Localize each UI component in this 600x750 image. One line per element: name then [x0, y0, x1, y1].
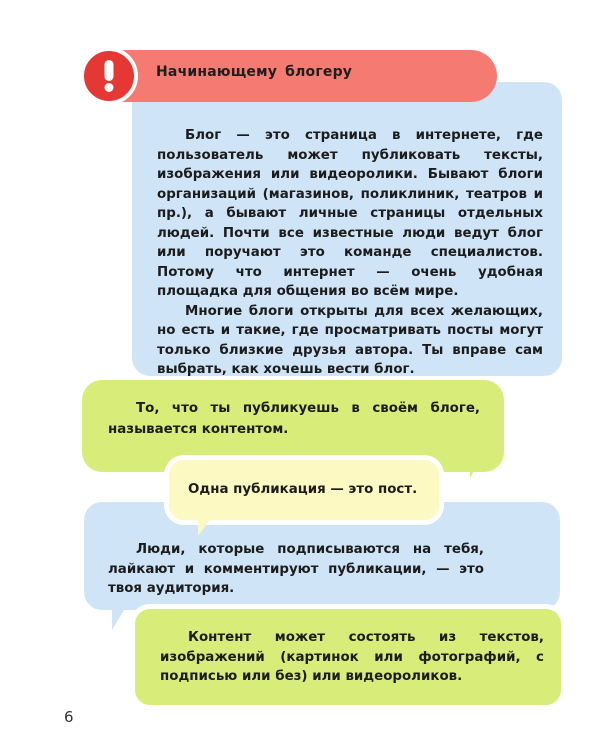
post-bubble-tail	[198, 520, 210, 536]
content-bubble-text: То, что ты публикуешь в своём блоге, называется контентом.	[108, 401, 480, 437]
exclamation-icon	[80, 47, 138, 105]
audience-bubble-tail	[112, 600, 130, 630]
page-number: 6	[64, 708, 74, 726]
content-types-bubble-text: Контент может состоять из текстов, изображений (картинок или фотографий, с подписью или без) или видеороликов.	[160, 630, 544, 684]
intro-paragraph-1: Блог — это страница в интернете, где пользователь может публиковать тексты, изображения или видеоролики. Бывают блоги организаций (магазинов, поликлиник, театров и пр.), а бывают личные страницы отдельных людей. Почти все известные люди ведут блог или поручают это команде специалистов. Потому что интернет — очень удобная площадка для общения во всём мире.	[157, 128, 543, 299]
header-title: Начинающему блогеру	[156, 64, 353, 80]
intro-text	[157, 126, 543, 380]
intro-paragraph-2: Многие блоги открыты для всех желающих, но есть и такие, где просматривать посты могут только близкие друзья автора. Ты вправе сам выбрать, как хочешь вести блог.	[157, 303, 543, 377]
content-bubble-tail	[470, 450, 486, 478]
audience-bubble-text: Люди, которые подписываются на тебя, лайкают и комментируют публикации, — это твоя аудитория.	[108, 542, 484, 596]
post-bubble-text: Одна публикация — это пост.	[188, 482, 418, 497]
